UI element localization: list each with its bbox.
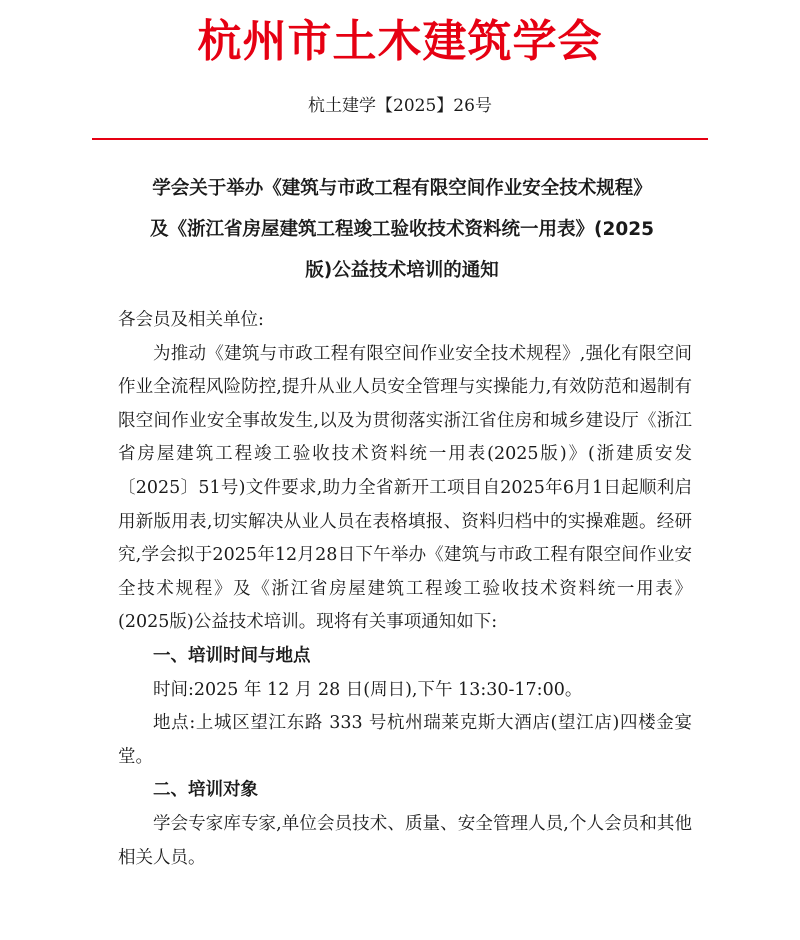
notice-title-line: 学会关于举办《建筑与市政工程有限空间作业安全技术规程》 <box>152 178 652 199</box>
notice-title <box>112 168 692 291</box>
salutation: 各会员及相关单位: <box>118 310 264 330</box>
organization-title: 杭州市土木建筑学会 <box>197 16 603 67</box>
notice-title-line: 版)公益技术培训的通知 <box>305 260 499 281</box>
notice-body <box>118 304 692 875</box>
section-heading-audience: 二、培训对象 <box>153 780 258 801</box>
document-number: 杭土建学【2025】26号 <box>308 96 492 116</box>
training-location: 地点:上城区望江东路 333 号杭州瑞莱克斯大酒店(望江店)四楼金宴堂。 <box>118 713 692 767</box>
intro-paragraph: 为推动《建筑与市政工程有限空间作业安全技术规程》,强化有限空间作业全流程风险防控,提升从业人员安全管理与实操能力,有效防范和遏制有限空间作业安全事故发生,以及为贯彻落实浙江省住房和城乡建设厅《浙江省房屋建筑工程竣工验收技术资料统一用表(2025版)》(浙建质安发〔2025〕51号)文件要求,助力全省新开工项目自2025年6月1日起顺利启用新版用表,切实解决从业人员在表格填报、资料归档中的实操难题。经研究,学会拟于2025年12月28日下午举办《建筑与市政工程有限空间作业安全技术规程》及《浙江省房屋建筑工程竣工验收技术资料统一用表》(2025版)公益技术培训。现将有关事项通知如下: <box>118 343 692 633</box>
training-audience: 学会专家库专家,单位会员技术、质量、安全管理人员,个人会员和其他相关人员。 <box>118 813 692 868</box>
notice-title-line: 及《浙江省房屋建筑工程竣工验收技术资料统一用表》(2025 <box>150 219 654 240</box>
red-divider-line <box>92 138 708 140</box>
training-time: 时间:2025 年 12 月 28 日(周日),下午 13:30-17:00。 <box>153 679 583 700</box>
section-heading-time-location: 一、培训时间与地点 <box>153 645 311 666</box>
